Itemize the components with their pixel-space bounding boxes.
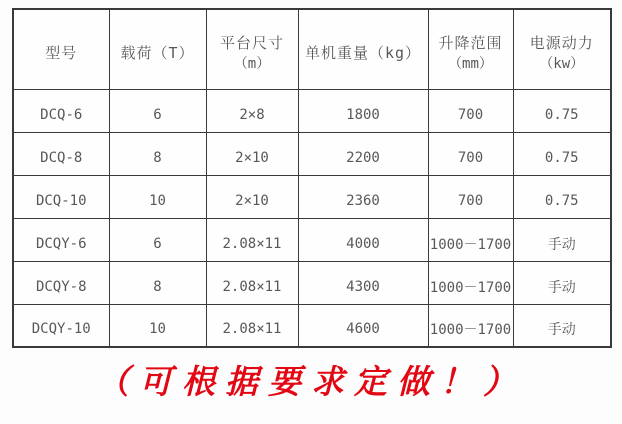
cell-model: DCQ-10 (13, 175, 109, 218)
header-label: 平台尺寸 (219, 34, 284, 53)
cell-model: DCQY-6 (13, 218, 109, 261)
cell-model: DCQ-6 (13, 89, 109, 132)
cell-load: 10 (109, 304, 206, 347)
column-header-platform-size (206, 9, 298, 89)
cell-load: 8 (109, 132, 206, 175)
cell-lift-range: 700 (428, 132, 513, 175)
table-row (13, 132, 611, 175)
header-unit: （m） (233, 56, 271, 73)
column-header-lift-range (428, 9, 513, 89)
cell-unit-weight: 4000 (298, 218, 428, 261)
header-label: 电源动力 (529, 34, 594, 53)
cell-load: 10 (109, 175, 206, 218)
cell-power: 0.75 (513, 175, 611, 218)
table-row (13, 261, 611, 304)
cell-load: 6 (109, 218, 206, 261)
cell-platform-size: 2.08×11 (206, 304, 298, 347)
cell-unit-weight: 2360 (298, 175, 428, 218)
product-spec-table (12, 8, 612, 348)
cell-power: 0.75 (513, 132, 611, 175)
table-row (13, 175, 611, 218)
table-row (13, 218, 611, 261)
header-unit: （kw） (539, 56, 585, 73)
cell-model: DCQY-8 (13, 261, 109, 304)
table-row (13, 89, 611, 132)
cell-unit-weight: 4600 (298, 304, 428, 347)
cell-platform-size: 2×8 (206, 89, 298, 132)
cell-power: 手动 (513, 218, 611, 261)
header-label: 载荷（T） (120, 44, 195, 63)
cell-lift-range: 1000－1700 (428, 261, 513, 304)
column-header-unit-weight (298, 9, 428, 89)
column-header-power (513, 9, 611, 89)
header-label: 单机重量（kg） (304, 44, 422, 63)
cell-lift-range: 700 (428, 175, 513, 218)
header-label: 型号 (45, 44, 78, 63)
cell-power: 0.75 (513, 89, 611, 132)
custom-order-note: （可根据要求定做！） (96, 362, 526, 401)
header-row (13, 9, 611, 89)
cell-lift-range: 1000－1700 (428, 304, 513, 347)
cell-platform-size: 2.08×11 (206, 261, 298, 304)
cell-unit-weight: 2200 (298, 132, 428, 175)
column-header-model (13, 9, 109, 89)
cell-platform-size: 2×10 (206, 175, 298, 218)
cell-load: 6 (109, 89, 206, 132)
cell-model: DCQY-10 (13, 304, 109, 347)
cell-platform-size: 2.08×11 (206, 218, 298, 261)
cell-unit-weight: 1800 (298, 89, 428, 132)
cell-lift-range: 1000－1700 (428, 218, 513, 261)
cell-load: 8 (109, 261, 206, 304)
cell-power: 手动 (513, 261, 611, 304)
cell-model: DCQ-8 (13, 132, 109, 175)
header-unit: （mm） (448, 56, 493, 73)
table-row (13, 304, 611, 347)
column-header-load (109, 9, 206, 89)
cell-unit-weight: 4300 (298, 261, 428, 304)
cell-power: 手动 (513, 304, 611, 347)
cell-platform-size: 2×10 (206, 132, 298, 175)
header-label: 升降范围 (438, 34, 503, 53)
cell-lift-range: 700 (428, 89, 513, 132)
